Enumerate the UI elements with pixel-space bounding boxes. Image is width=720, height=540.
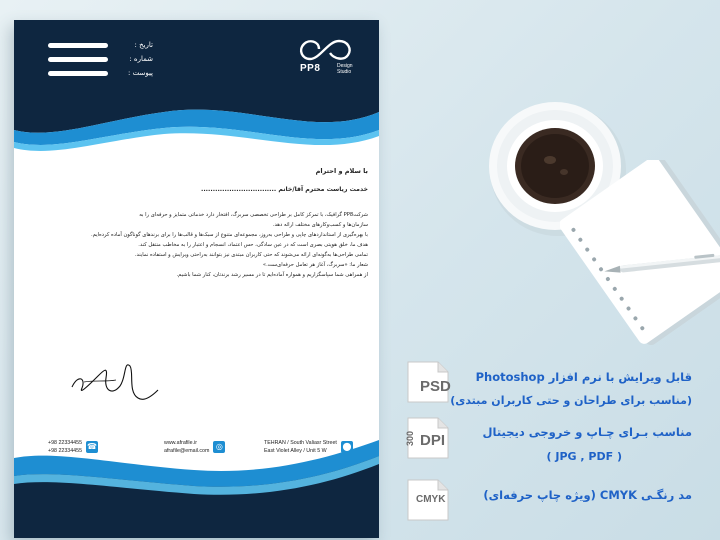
address-line-2: East Violet Alley / Unit 5 W: [264, 448, 327, 454]
logo-subtitle: [337, 63, 367, 75]
pen-image: [600, 250, 720, 280]
dpi-value: 300: [405, 430, 415, 446]
letterhead-sheet: [14, 20, 379, 538]
field-row-number: [48, 52, 153, 66]
feature-print-digital: مناسب بـرای چـاپ و خروجی دیجیتال: [482, 425, 692, 439]
phone-icon: ☎: [87, 442, 98, 451]
salutation: با سلام و احترام: [315, 167, 368, 175]
psd-label: PSD: [420, 378, 451, 395]
paragraph-line: تمامی طراحی‌ها به‌گونه‌ای ارائه می‌شوند که حتی کاربران مبتدی نیز بتوانند به‌راحتی ویرایش و استفاده نمایند.: [134, 252, 368, 258]
feature-formats: ( JPG , PDF ): [546, 450, 622, 463]
field-row-attachment: [48, 66, 153, 80]
address: [264, 439, 337, 455]
phone-numbers: [48, 439, 82, 455]
phone-1[interactable]: +98 22334455: [48, 440, 83, 446]
recipient-line: خدمت ریاست محترم آقا/خانم ................................: [200, 186, 368, 193]
dpi-label: DPI: [420, 432, 446, 449]
paragraph-line: سازمان‌ها و کسب‌وکارهای مختلف ارائه دهد.: [272, 222, 368, 228]
feature-photoshop: قابل ویرایش با نرم افزار Photoshop: [475, 370, 692, 384]
contact-web: [164, 436, 225, 458]
paragraph-line: شعار ما: «سربرگ، آغاز هر تعامل حرفه‌ای‌ست.»: [262, 262, 368, 268]
field-row-date: [48, 38, 153, 52]
attachment-label: پیوست :: [128, 69, 153, 77]
logo-subtitle-line-1: Design: [337, 63, 353, 69]
date-label: تاریخ :: [134, 41, 153, 49]
feature-beginner: (مناسب برای طراحان و حتی کاربران مبتدی): [450, 394, 692, 407]
email[interactable]: afrafile@email.com: [164, 448, 210, 454]
signature-image: [64, 352, 164, 412]
date-field[interactable]: [48, 43, 108, 48]
number-field[interactable]: [48, 57, 108, 62]
header-fields: [48, 38, 153, 80]
contact-phone: [48, 436, 98, 458]
phone-2[interactable]: +98 22334455: [48, 448, 83, 454]
website[interactable]: www.afrafile.ir: [164, 440, 197, 446]
letter-body: [42, 167, 368, 280]
number-label: شماره :: [129, 55, 153, 63]
paragraph-line: هدف ما، خلق هویتی بصری است که در عین سادگی، حس اعتماد، انسجام و اعتبار را به مخاطب منتقل کند.: [138, 242, 368, 248]
location-pin-icon: ⬤: [342, 442, 352, 451]
cmyk-label: CMYK: [416, 494, 446, 505]
globe-icon: ◎: [213, 441, 225, 453]
paragraph-line: با بهره‌گیری از استانداردهای چاپی و طراحی به‌روز، مجموعه‌ای متنوع از سبک‌ها و قالب‌ها را برای برندهای گوناگون آماده کرده‌ایم.: [91, 232, 368, 238]
paragraph-line: شرکتPP8 گرافیک، با تمرکز کامل بر طراحی تخصصی سربرگ، افتخار دارد خدماتی متمایز و حرفه‌ای را به: [139, 212, 368, 218]
feature-cmyk: مد رنگـی CMYK (ویژه چاپ حرفه‌ای): [483, 488, 692, 502]
contact-address: [264, 436, 353, 458]
logo-subtitle-line-2: Studio: [337, 69, 352, 75]
address-line-1: TEHRAN / South Valiasr Street: [264, 440, 337, 446]
web-email: [164, 439, 209, 455]
logo-text: PP8: [300, 63, 321, 74]
attachment-field[interactable]: [48, 71, 108, 76]
paragraph-line: از همراهی شما سپاسگزاریم و همواره آماده‌ایم تا در مسیر رشد برندتان، کنار شما باشیم.: [176, 272, 368, 278]
